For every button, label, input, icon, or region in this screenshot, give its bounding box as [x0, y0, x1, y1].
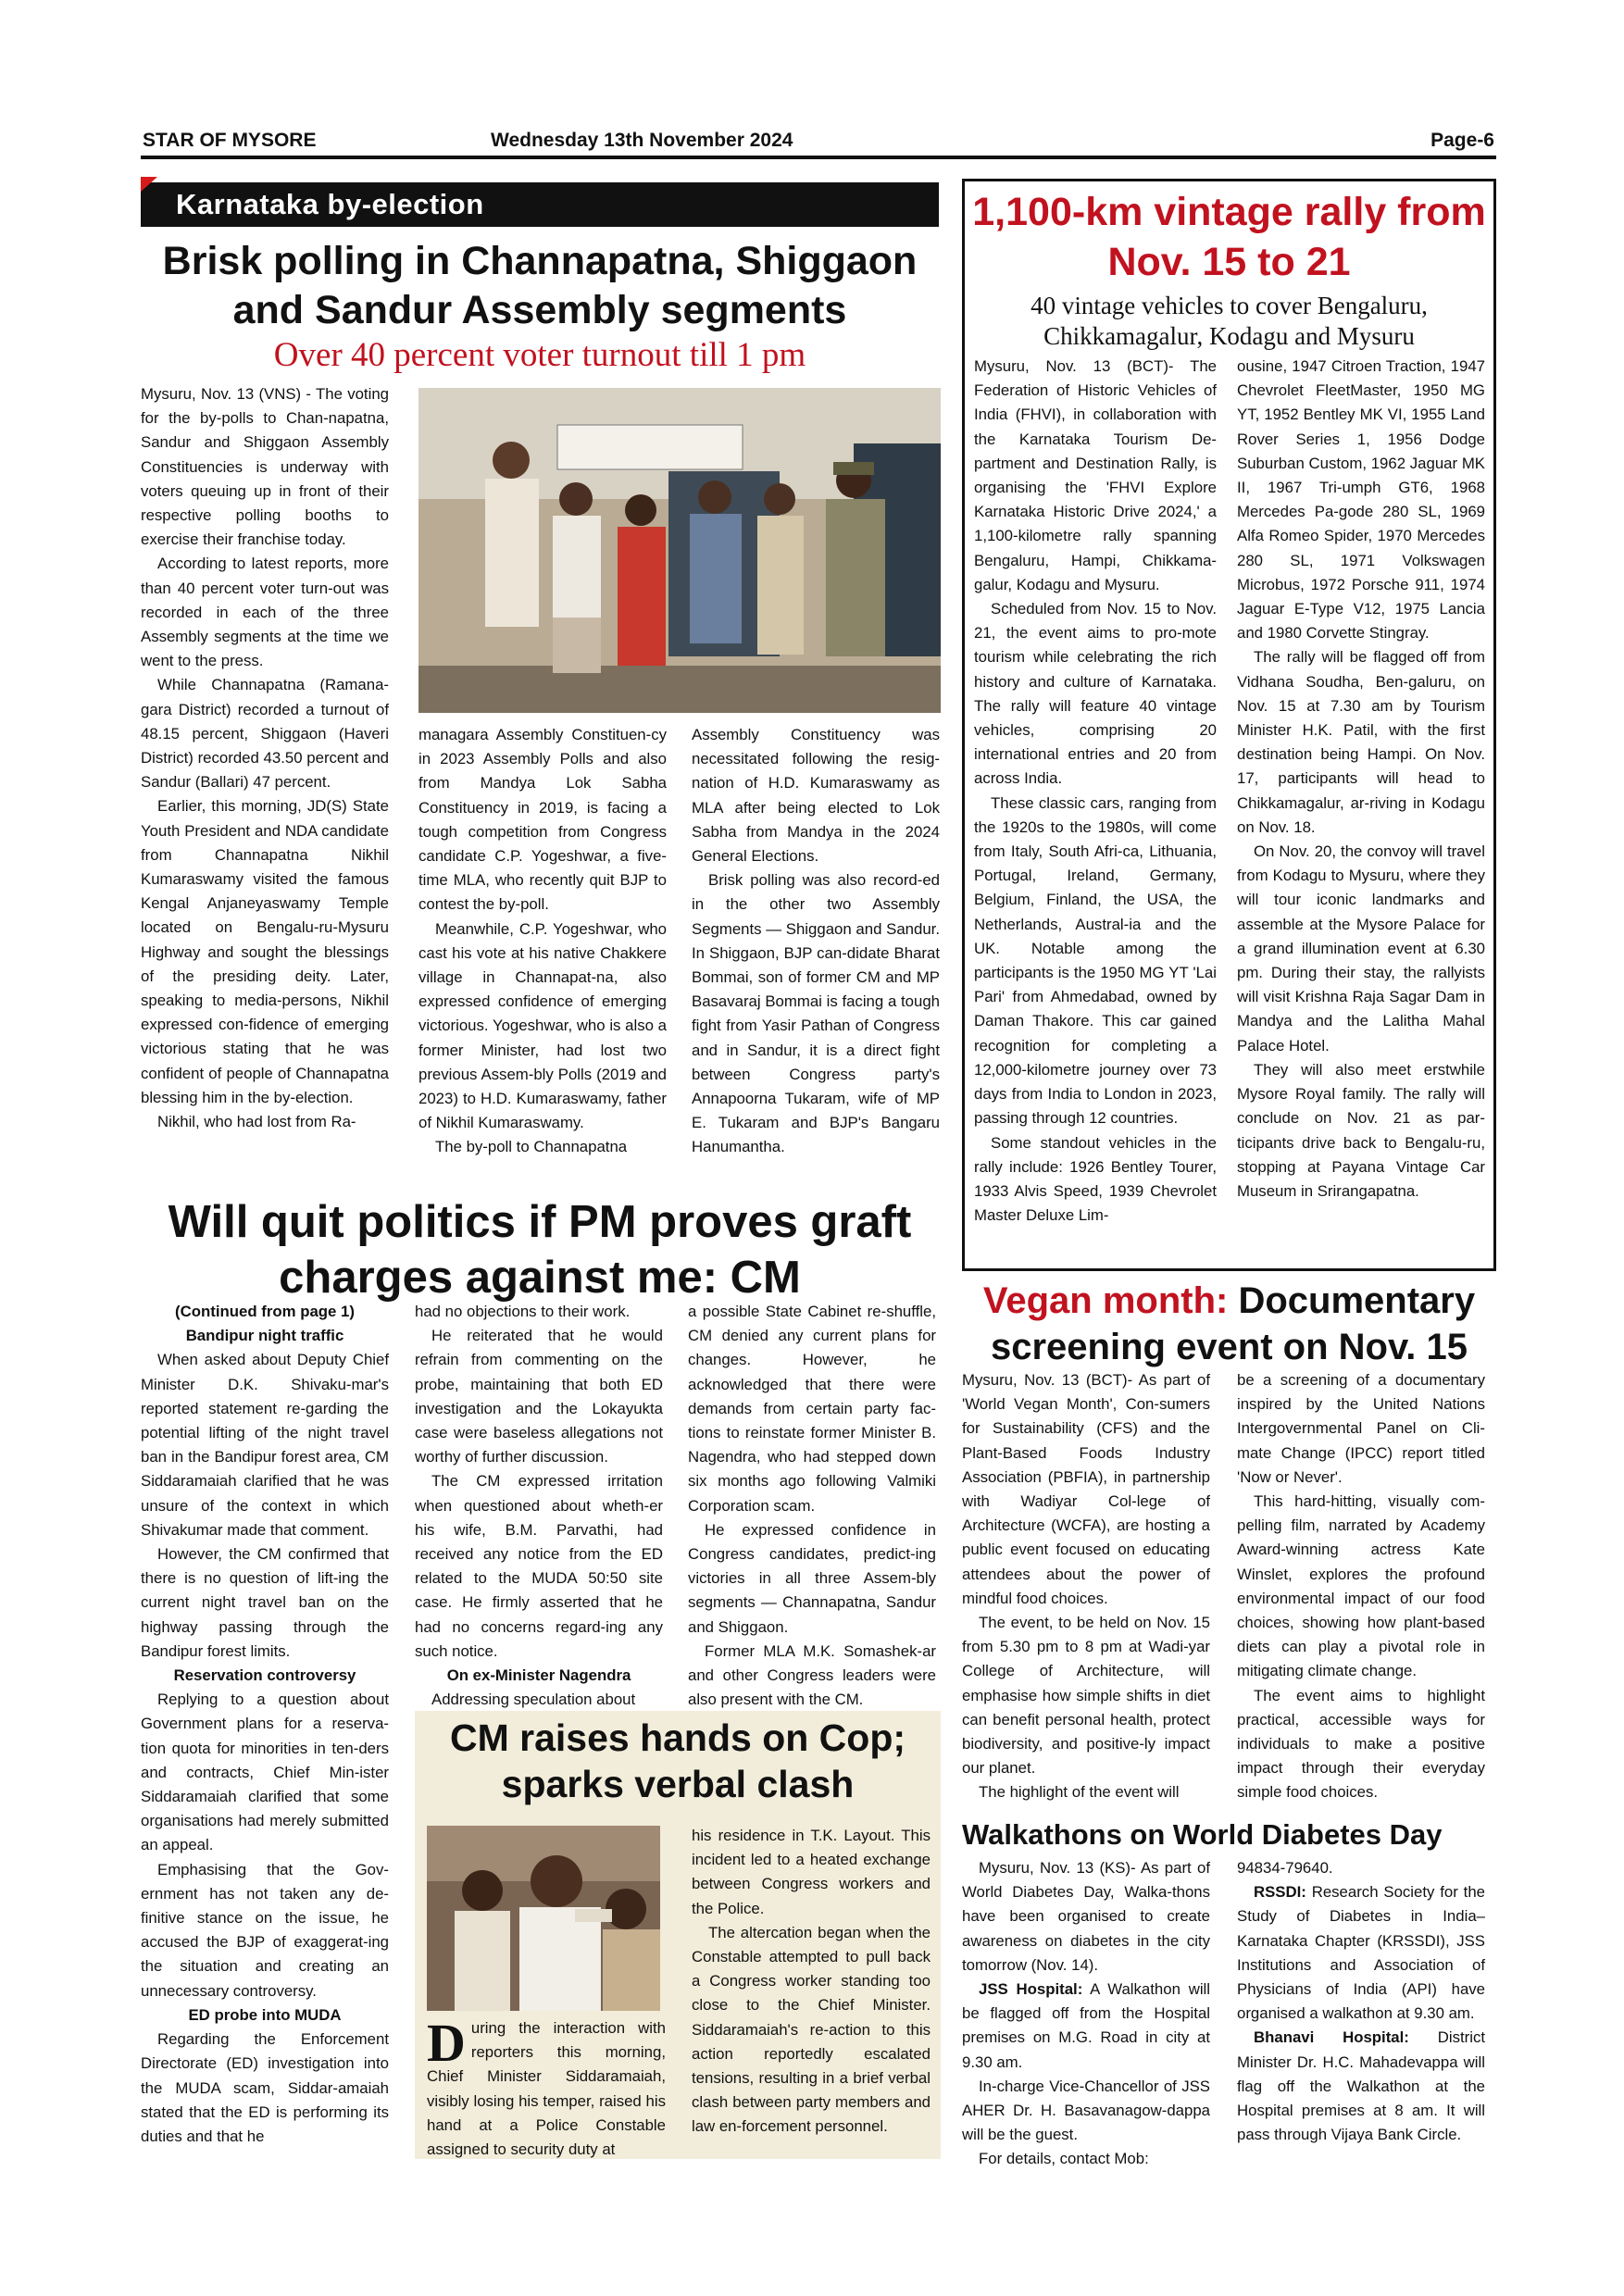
cm-crowd-image: [427, 1826, 660, 2011]
polling-column-1: [141, 382, 389, 1134]
paragraph: Regarding the Enforcement Directorate (ED) investigation into the MUDA scam, Siddar-amaiah stated that the ED is performing its duties and that he: [141, 2030, 389, 2145]
polling-booth-photo: [418, 388, 941, 713]
paragraph: Addressing speculation about: [431, 1691, 636, 1709]
subheading: (Continued from page 1): [175, 1303, 355, 1320]
paragraph: 94834-79640.: [1237, 1859, 1333, 1877]
section-kicker: Karnataka by-election: [176, 188, 484, 220]
paragraph: Mysuru, Nov. 13 (KS)- As part of World Diabetes Day, Walka-thons have been organised to create awareness on diabetes in the city tomorrow (Nov. 14).: [962, 1859, 1210, 1974]
paragraph: Mysuru, Nov. 13 (BCT)- As part of 'World Vegan Month', Con-sumers for Sustainability (CFS) and the Plant-Based Foods Industry Association (PBFIA), in partnership with Wadiyar Col-lege of Architecture (WCFA), are hosting a public event focused on educating attendees about the power of mindful food choices.: [962, 1371, 1210, 1607]
paragraph: [962, 1978, 1210, 2075]
paragraph: However, the CM confirmed that there is no question of lift-ing the current night travel ban on the highway passing through the Bandipur forest limits.: [141, 1545, 389, 1660]
subheadline-rally: 40 vintage vehicles to cover Bengaluru, Chikkamagalur, Kodagu and Mysuru: [1031, 292, 1428, 350]
paragraph: managara Assembly Constituen-cy in 2023 Assembly Polls and also from Mandya Lok Sabha Constituency in 2019, is facing a tough competition from Congress candidate C.P. Yogeshwar, a five-time MLA, who recently quit BJP to contest the by-poll.: [418, 726, 667, 914]
cm-column-3: [688, 1300, 936, 1712]
section-kicker-bar: [141, 182, 939, 227]
paragraph: Assembly Constituency was necessitated following the resig-nation of H.D. Kumaraswamy as MLA after being elected to Lok Sabha from Mandya in the 2024 General Elections.: [692, 726, 940, 866]
headline-vegan-label: Vegan month:: [982, 1280, 1229, 1321]
paragraph: Earlier, this morning, JD(S) State Youth President and NDA candidate from Channapatna Nikhil Kumaraswamy visited the famous Kengal Anjaneyaswamy Temple located on Bengalu-ru-Mysuru Highway and sought the blessings of the presiding deity. Later, speaking to media-persons, Nikhil expressed con-fidence of emerging victorious stating that he was confident of people of Channapatna blessing him in the by-election.: [141, 797, 389, 1106]
headline-quit-politics: Will quit politics if PM proves graft charges against me: CM: [168, 1197, 912, 1303]
paragraph: While Channapatna (Ramana-gara District) recorded a turnout of 48.15 percent, Shiggaon (Haveri District) recorded 43.50 percent and Sandur (Ballari) 47 percent.: [141, 676, 389, 792]
paragraph: Emphasising that the Gov-ernment has not taken any de-finitive stance on the issue, he accused the BJP of exaggerat-ing the situation and creating an unnecessary controversy.: [141, 1860, 389, 2000]
paragraph: He expressed confidence in Congress candidates, predict-ing victories in all three Assem-bly segments — Channapatna, Sandur and Shiggaon.: [688, 1520, 936, 1636]
walk-column-2: [1237, 1856, 1485, 2147]
cop-column-1: [427, 2013, 666, 2162]
paragraph: Former MLA M.K. Somashek-ar and other Congress leaders were also present with the CM.: [688, 1641, 936, 1709]
page-number: Page-6: [1430, 130, 1494, 151]
masthead: [141, 124, 1496, 159]
paragraph-text: Research Society for the Study of Diabetes in India–Karnataka Chapter (KRSSDI), JSS Institutions and Association of Physicians of India (API) have organised a walkathon at 9.30 am.: [1237, 1883, 1485, 2023]
cm-cop-photo: [427, 1826, 660, 2011]
lead-in: Bhanavi Hospital:: [1254, 2028, 1409, 2047]
paragraph: The highlight of the event will: [979, 1783, 1180, 1802]
paragraph: ousine, 1947 Citroen Traction, 1947 Chevrolet FleetMaster, 1950 MG YT, 1952 Bentley MK VI, 1955 Land Rover Series 1, 1956 Dodge Suburban Custom, 1962 Jaguar MK II, 1967 Tri-umph GT6, 1968 Mercedes Pa-gode 280 SL, 1969 Alfa Romeo Spider, 1970 Mercedes 280 SL, 1971 Volkswagen Microbus, 1972 Porsche 911, 1974 Jaguar E-Type V12, 1975 Lancia and 1980 Corvette Stingray.: [1237, 357, 1485, 643]
headline-polling: Brisk polling in Channapatna, Shiggaon and Sandur Assembly segments: [162, 239, 918, 332]
paper-name: STAR OF MYSORE: [143, 130, 317, 151]
cm-column-1: [141, 1300, 389, 2149]
paragraph: They will also meet erstwhile Mysore Royal family. The rally will conclude on Nov. 21 as par-ticipants drive back to Bengalu-ru, stopping at Payana Vintage Car Museum in Srirangapatna.: [1237, 1060, 1485, 1200]
lead-in: RSSDI:: [1254, 1883, 1306, 1902]
paragraph: Replying to a question about Government plans for a reserva-tion quota for minorities in ten-ders and contracts, Chief Min-ister Siddaramaiah clarified that some organisations had merely submitted an appeal.: [141, 1691, 389, 1854]
headline-rally: 1,100-km vintage rally from Nov. 15 to 21: [972, 190, 1486, 284]
paragraph: be a screening of a documentary inspired by the United Nations Intergovernmental Panel on Cli-mate Change (IPCC) report titled 'Now or Never'.: [1237, 1371, 1485, 1486]
paragraph: On Nov. 20, the convoy will travel from Kodagu to Mysuru, where they will tour iconic landmarks and assemble at the Mysore Palace for a grand illumination event at 6.30 pm. During their stay, the rallyists will visit Krishna Raja Sagar Dam in Mandya and the Lalitha Mahal Palace Hotel.: [1237, 842, 1485, 1054]
paragraph: Mysuru, Nov. 13 (VNS) - The voting for the by-polls to Chan-napatna, Sandur and Shiggaon Assembly Constituencies is underway with voters queuing up in front of their respective polling booths to exercise their franchise today.: [141, 385, 389, 549]
rally-column-1: [974, 355, 1217, 1228]
paragraph: When asked about Deputy Chief Minister D.K. Shivaku-mar's reported statement re-garding the potential lifting of the night travel ban in the Bandipur forest area, CM Siddaramaiah clarified that he was unsure of the context in which Shivakumar made that comment.: [141, 1351, 389, 1539]
cop-column-2: [692, 1824, 931, 2140]
walk-column-1: [962, 1856, 1210, 2172]
headline-vegan: [962, 1278, 1496, 1370]
headline-walkathons: Walkathons on World Diabetes Day: [962, 1818, 1443, 1851]
paragraph: [1237, 1880, 1485, 2026]
vegan-column-2: [1237, 1368, 1485, 1805]
subheading: ED probe into MUDA: [188, 2005, 342, 2024]
paragraph-text: District Minister Dr. H.C. Mahadevappa will flag off the Walkathon at the Hospital premises at 8 am. It will pass through Vijaya Bank Circle.: [1237, 2028, 1486, 2144]
polling-column-3: [692, 723, 940, 1160]
cop-lead-text: uring the interaction with reporters this morning, Chief Minister Siddaramaiah, visibly losing his temper, raised his hand at a Police Constable assigned to security duty at: [427, 2019, 666, 2159]
paragraph: Scheduled from Nov. 15 to Nov. 21, the event aims to pro-mote tourism while celebrating the rich history and culture of Karnataka. The rally will feature 40 vintage vehicles, comprising 20 international entries and 20 from across India.: [974, 600, 1217, 788]
paragraph: The by-poll to Channapatna: [435, 1138, 628, 1156]
paragraph: The rally will be flagged off from Vidhana Soudha, Ben-galuru, on Nov. 15 at 7.30 am by Tourism Minister H.K. Patil, with the first destination being Hampi. On Nov. 17, participants will head to Chikkamagalur, ar-riving in Kodagu on Nov. 18.: [1237, 648, 1485, 836]
drop-cap: D: [427, 2013, 466, 2073]
subheading: Reservation controversy: [173, 1666, 356, 1685]
paragraph: He reiterated that he would refrain from commenting on the probe, maintaining that both ED investigation and the Lokayukta case were baseless allegations not worthy of further discussion.: [415, 1327, 663, 1466]
paragraph: In-charge Vice-Chancellor of JSS AHER Dr. H. Basavanagow-dappa will be the guest.: [962, 2077, 1210, 2144]
voters-queue-image: [418, 388, 941, 713]
paragraph: The altercation began when the Constable attempted to pull back a Congress worker standing too close to the Chief Minister. Siddaramaiah's re-action to this action reportedly escalated tensions, resulting in a brief verbal clash between party members and law en-forcement personnel.: [692, 1923, 931, 2136]
paragraph: According to latest reports, more than 40 percent voter turn-out was recorded in each of the three Assembly segments at the time we went to the press.: [141, 555, 389, 670]
paragraph: Some standout vehicles in the rally include: 1926 Bentley Tourer, 1933 Alvis Speed, 1939 Chevrolet Master Deluxe Lim-: [974, 1133, 1217, 1225]
cm-column-2: [415, 1300, 663, 1712]
lead-in: JSS Hospital:: [979, 1980, 1083, 1999]
kicker-red-tab: [141, 177, 157, 192]
paragraph: The CM expressed irritation when questioned about wheth-er his wife, B.M. Parvathi, had received any notice from the ED related to the MUDA 50:50 site case. He firmly asserted that he had no concerns regard-ing any such notice.: [415, 1472, 663, 1660]
paragraph: Brisk polling was also record-ed in the other two Assembly Segments — Shiggaon and Sandur. In Shiggaon, BJP can-didate Bharat Bommai, son of former CM and MP Basavaraj Bommai is facing a tough fight from Yasir Pathan of Congress and in Sandur, it is a direct fight between Congress party's Annapoorna Tukaram, wife of MP E. Tukaram and BJP's Bangaru Hanumantha.: [692, 871, 940, 1156]
subheading: Bandipur night traffic: [185, 1327, 344, 1345]
polling-column-2: [418, 723, 667, 1160]
paragraph: had no objections to their work.: [415, 1303, 631, 1320]
paragraph: a possible State Cabinet re-shuffle, CM denied any current plans for changes. However, he acknowledged that there were demands from certain party fac-tions to reinstate former Minister B. Nagendra, who had stepped down six months ago following Valmiki Corporation scam.: [688, 1303, 936, 1515]
vegan-column-1: [962, 1368, 1210, 1805]
issue-date: Wednesday 13th November 2024: [491, 130, 793, 151]
cop-lead-paragraph: [427, 2013, 666, 2162]
headline-vegan-title: Documentary screening event on Nov. 15: [991, 1280, 1476, 1367]
paragraph: This hard-hitting, visually com-pelling film, narrated by Academy Award-winning actress Kate Winslet, explores the profound environmental impact of our food choices, showing how plant-based diets can play a pivotal role in mitigating climate change.: [1237, 1492, 1485, 1680]
subheadline-polling: Over 40 percent voter turnout till 1 pm: [273, 336, 806, 374]
subheading: On ex-Minister Nagendra: [446, 1666, 631, 1685]
paragraph: Nikhil, who had lost from Ra-: [157, 1113, 356, 1131]
paragraph: For details, contact Mob:: [979, 2150, 1149, 2168]
paragraph: The event, to be held on Nov. 15 from 5.30 pm to 8 pm at Wadi-yar College of Architecture, will emphasise how simple shifts in diet can benefit personal health, protect biodiversity, and positive-ly impact our planet.: [962, 1614, 1210, 1778]
paragraph-text: A Walkathon will be flagged off from the Hospital premises on M.G. Road in city at 9.30 am.: [962, 1980, 1211, 2071]
paragraph: The event aims to highlight practical, accessible ways for individuals to make a positive impact through their everyday simple food choices.: [1237, 1686, 1485, 1802]
paragraph: These classic cars, ranging from the 1920s to the 1980s, will come from Italy, South Afri-ca, Lithuania, Portugal, Ireland, Germany, Belgium, Finland, the USA, the Netherlands, Austral-ia and the UK. Notable among the participants is the 1950 MG YT 'Lai Pari' from Ahmedabad, owned by Daman Thakore. This car gained recognition for completing a 12,000-kilometre journey over 73 days from India to London in 2023, passing through 12 countries.: [974, 793, 1217, 1128]
paragraph: Meanwhile, C.P. Yogeshwar, who cast his vote at his native Chakkere village in Channapat-na, also expressed confidence of emerging victorious. Yogeshwar, who is also a former Minister, had lost two previous Assem-bly Polls (2019 and 2023) to H.D. Kumaraswamy, father of Nikhil Kumaraswamy.: [418, 919, 667, 1132]
headline-cop: CM raises hands on Cop; sparks verbal clash: [449, 1716, 906, 1805]
paragraph: his residence in T.K. Layout. This incident led to a heated exchange between Congress workers and the Police.: [692, 1827, 931, 1917]
rally-column-2: [1237, 355, 1485, 1204]
paragraph: Mysuru, Nov. 13 (BCT)- The Federation of Historic Vehicles of India (FHVI), in collaboration with the Karnataka Tourism De-partment and Destination Rally, is organising the 'FHVI Explore Karnataka Historic Drive 2024,' a 1,100-kilometre rally spanning Bengaluru, Hampi, Chikkama-galur, Kodagu and Mysuru.: [974, 357, 1217, 593]
paragraph: [1237, 2026, 1485, 2147]
